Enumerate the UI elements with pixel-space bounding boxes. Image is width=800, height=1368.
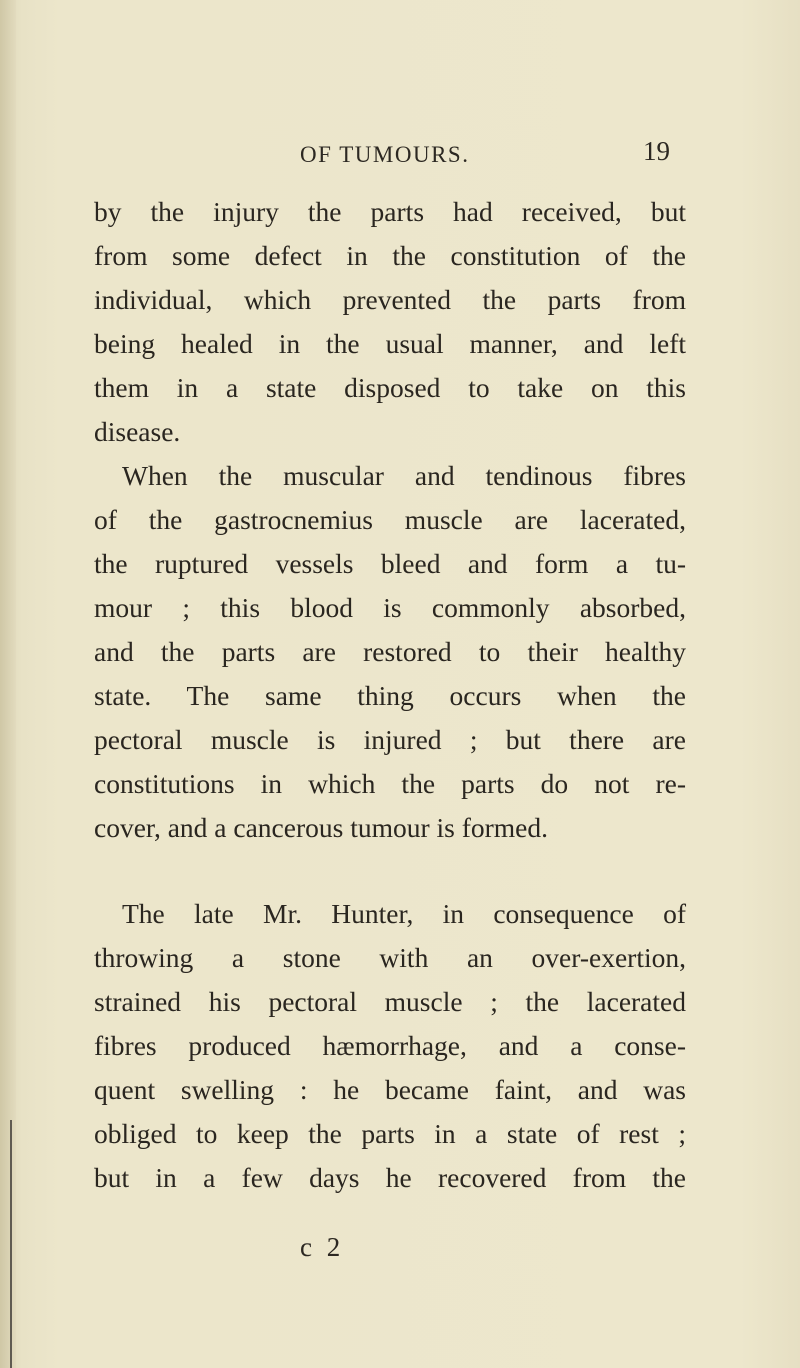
text-line: but in a few days he recovered from the [94, 1162, 686, 1193]
text-line: When the muscular and tendinous fibres [122, 460, 686, 491]
text-line: throwing a stone with an over-exertion, [94, 942, 686, 973]
text-line: disease. [94, 416, 181, 447]
text-line: quent swelling : he became faint, and was [94, 1074, 686, 1105]
text-line: being healed in the usual manner, and left [94, 328, 686, 359]
text-line: pectoral muscle is injured ; but there are [94, 724, 686, 755]
paragraph-1 [94, 190, 686, 454]
page-header [90, 136, 680, 180]
text-line: cover, and a cancerous tumour is formed. [94, 812, 549, 843]
text-line: from some defect in the constitution of the [94, 240, 686, 271]
text-line: The late Mr. Hunter, in consequence of [122, 898, 686, 929]
text-line: obliged to keep the parts in a state of rest ; [94, 1118, 686, 1149]
paragraph-2 [94, 454, 686, 850]
text-line: constitutions in which the parts do not re- [94, 768, 686, 799]
paragraph-gap [94, 850, 686, 892]
text-line: mour ; this blood is commonly absorbed, [94, 592, 686, 623]
paragraph-3 [94, 892, 686, 1200]
gutter-line [10, 1120, 12, 1368]
signature-mark: c 2 [300, 1232, 345, 1262]
text-line: of the gastrocnemius muscle are lacerated, [94, 504, 686, 535]
text-line: by the injury the parts had received, but [94, 196, 686, 227]
text-line: state. The same thing occurs when the [94, 680, 686, 711]
text-line: them in a state disposed to take on this [94, 372, 686, 403]
text-line: strained his pectoral muscle ; the lacerated [94, 986, 686, 1017]
text-line: the ruptured vessels bleed and form a tu- [94, 548, 686, 579]
body-text [94, 190, 686, 1200]
text-line: and the parts are restored to their healthy [94, 636, 686, 667]
page-number: 19 [643, 136, 670, 166]
text-line: individual, which prevented the parts from [94, 284, 686, 315]
running-head: OF TUMOURS. [300, 142, 470, 167]
gutter-shadow [0, 0, 16, 1368]
text-line: fibres produced hæmorrhage, and a conse- [94, 1030, 686, 1061]
